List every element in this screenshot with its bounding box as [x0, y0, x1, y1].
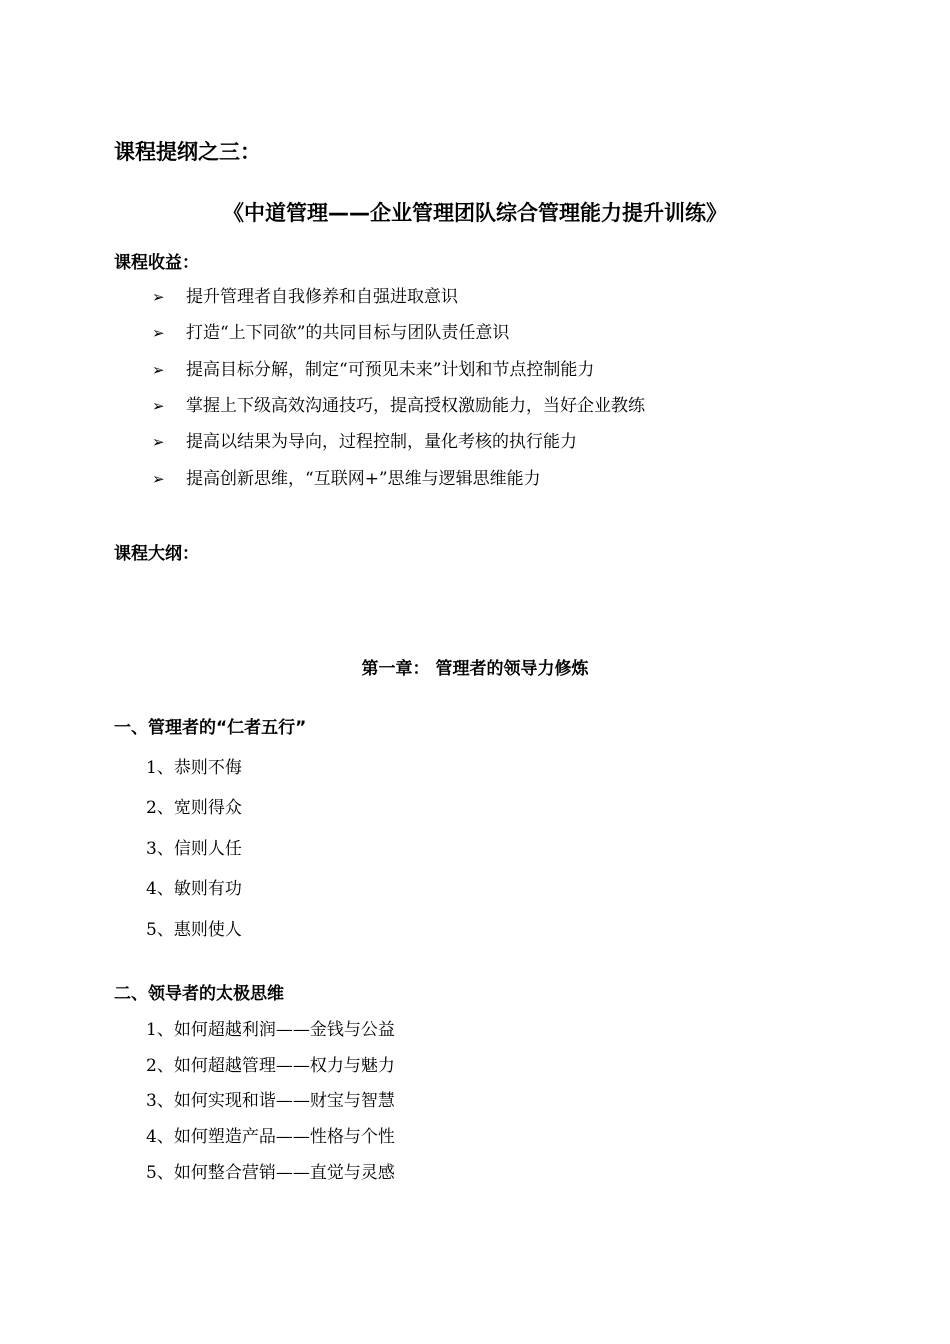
list-item: 2、宽则得众 — [146, 798, 242, 818]
section-title: 二、领导者的太极思维 — [114, 984, 284, 1004]
arrow-bullet-icon: ➢ — [152, 288, 165, 306]
arrow-bullet-icon: ➢ — [152, 470, 165, 488]
chapter-title: 第一章： 管理者的领导力修炼 — [361, 659, 589, 679]
benefit-text: 提高以结果为导向，过程控制，量化考核的执行能力 — [186, 432, 577, 452]
list-item — [152, 471, 541, 488]
list-item: 5、惠则使人 — [146, 920, 242, 940]
list-item — [152, 362, 594, 379]
list-item — [152, 325, 509, 342]
arrow-bullet-icon: ➢ — [152, 397, 165, 415]
benefits-label: 课程收益： — [114, 253, 199, 273]
section-title: 一、管理者的“仁者五行” — [114, 718, 307, 738]
benefit-text: 提升管理者自我修养和自强进取意识 — [186, 287, 458, 307]
benefit-text: 掌握上下级高效沟通技巧，提高授权激励能力，当好企业教练 — [186, 396, 645, 416]
benefit-text: 提高目标分解，制定“可预见未来”计划和节点控制能力 — [186, 360, 595, 380]
arrow-bullet-icon: ➢ — [152, 361, 165, 379]
list-item — [152, 434, 577, 451]
outline-label: 课程大纲： — [114, 544, 199, 564]
list-item: 1、如何超越利润——金钱与公益 — [146, 1020, 395, 1040]
list-item: 4、敏则有功 — [146, 879, 242, 899]
list-item: 2、如何超越管理——权力与魅力 — [146, 1056, 395, 1076]
list-item — [152, 289, 458, 306]
list-item: 3、如何实现和谐——财宝与智慧 — [146, 1091, 395, 1111]
list-item: 1、恭则不侮 — [146, 758, 242, 778]
course-title: 《中道管理——企业管理团队综合管理能力提升训练》 — [223, 201, 727, 225]
list-item: 3、信则人任 — [146, 839, 242, 859]
list-item — [152, 398, 645, 415]
arrow-bullet-icon: ➢ — [152, 324, 165, 342]
benefit-text: 提高创新思维，“互联网+”思维与逻辑思维能力 — [186, 469, 541, 489]
list-item: 5、如何整合营销——直觉与灵感 — [146, 1163, 395, 1183]
benefit-text: 打造“上下同欲”的共同目标与团队责任意识 — [186, 323, 510, 343]
document-heading: 课程提纲之三： — [114, 140, 261, 164]
list-item: 4、如何塑造产品——性格与个性 — [146, 1127, 395, 1147]
arrow-bullet-icon: ➢ — [152, 433, 165, 451]
